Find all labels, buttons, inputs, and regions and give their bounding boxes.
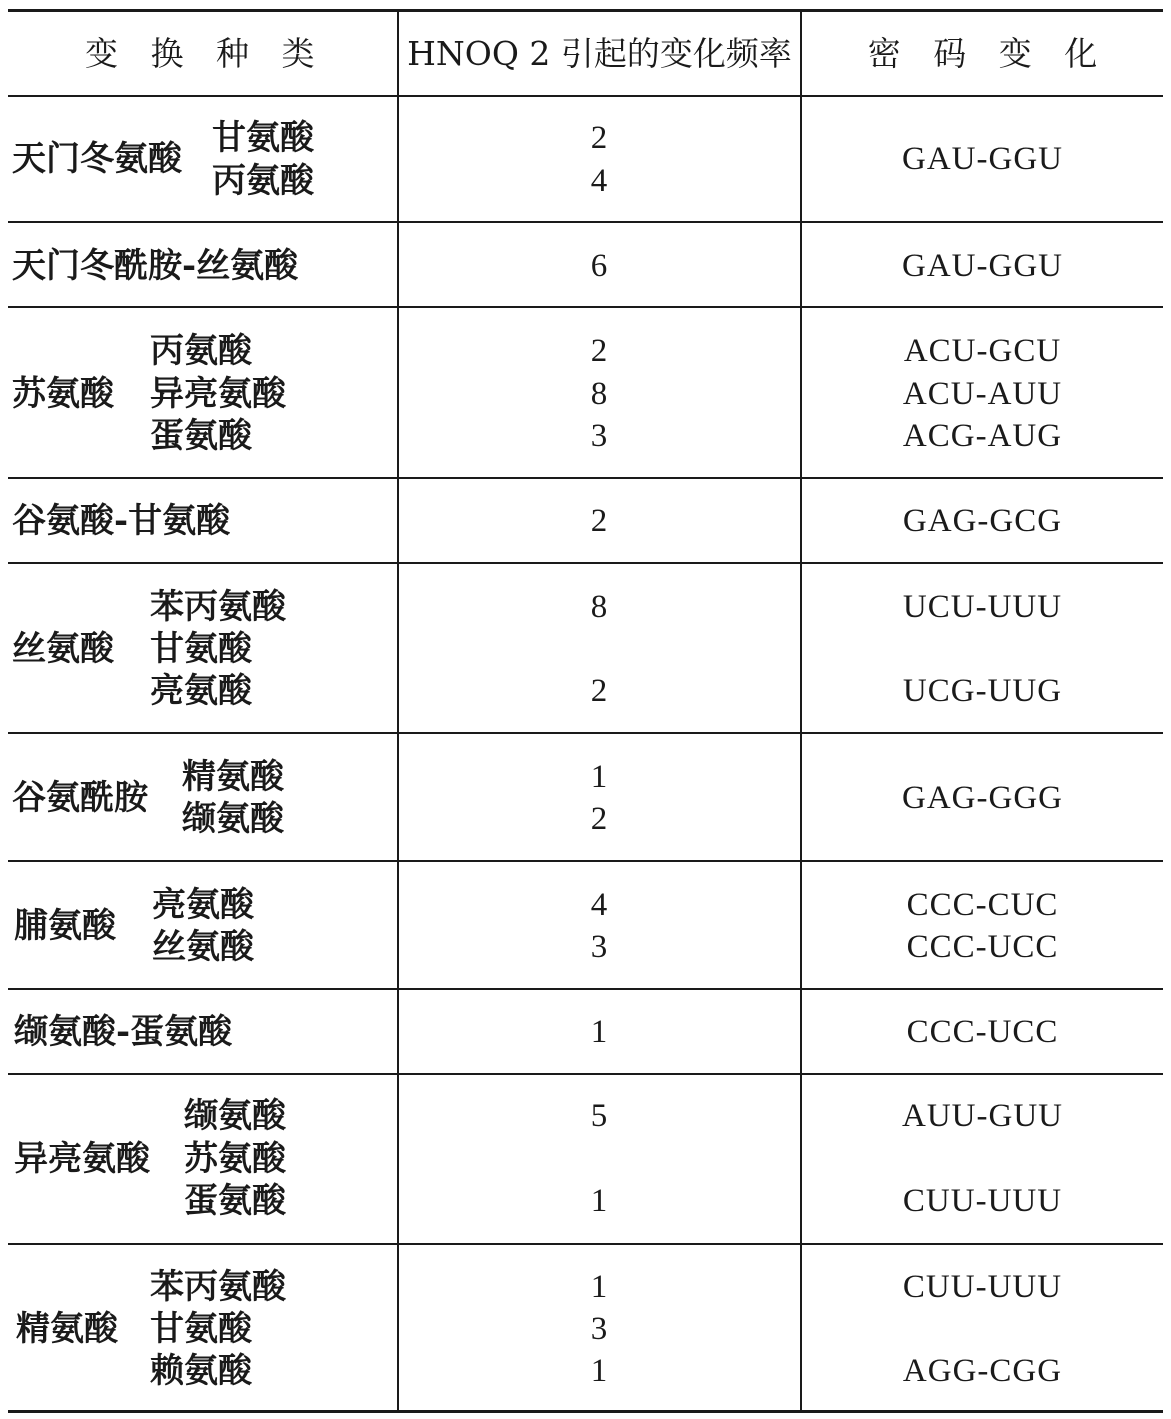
- header-frequency: HNOQ 2 引起的变化频率: [407, 34, 792, 73]
- target-label: 甘氨酸: [150, 1309, 252, 1349]
- codon-change: ACU-AUU: [902, 376, 1063, 412]
- target-label: 甘氨酸: [212, 118, 314, 158]
- frequency-value: 2: [590, 333, 609, 369]
- codon-change: GAG-GCG: [902, 503, 1063, 539]
- frequency-value: 8: [590, 589, 609, 625]
- row-divider: [8, 477, 1163, 479]
- codon-change: GAU-GGU: [902, 248, 1063, 284]
- group-label: 精氨酸: [16, 1309, 118, 1349]
- target-label: 苯丙氨酸: [150, 1267, 286, 1307]
- target-label: 丙氨酸: [150, 331, 252, 371]
- target-label: 赖氨酸: [150, 1351, 252, 1391]
- frequency-value: 4: [590, 887, 609, 923]
- group-label: 苏氨酸: [12, 374, 114, 414]
- frequency-value: 1: [590, 1183, 609, 1219]
- codon-change: CCC-UCC: [906, 1014, 1059, 1050]
- frequency-value: 2: [590, 503, 609, 539]
- header-conversion-type: 变 换 种 类: [85, 34, 315, 73]
- target-label: 缬氨酸: [184, 1096, 286, 1136]
- table-top-rule: [8, 9, 1163, 12]
- row-divider: [8, 221, 1163, 223]
- row-divider: [8, 860, 1163, 862]
- frequency-value: 3: [590, 929, 609, 965]
- row-divider: [8, 1243, 1163, 1245]
- group-label: 谷氨酰胺: [12, 778, 148, 818]
- target-label: 丙氨酸: [212, 161, 314, 201]
- group-label: 缬氨酸-蛋氨酸: [14, 1012, 233, 1052]
- frequency-value: 2: [590, 801, 609, 837]
- codon-change: GAG-GGG: [902, 780, 1063, 816]
- row-divider: [8, 306, 1163, 308]
- codon-change: UCG-UUG: [902, 673, 1063, 709]
- target-label: 异亮氨酸: [150, 374, 286, 414]
- codon-change: AGG-CGG: [902, 1353, 1063, 1389]
- frequency-value: 1: [590, 1353, 609, 1389]
- frequency-value: 8: [590, 376, 609, 412]
- target-label: 甘氨酸: [150, 629, 252, 669]
- codon-change: CUU-UUU: [902, 1183, 1063, 1219]
- target-label: 精氨酸: [182, 757, 284, 797]
- target-label: 丝氨酸: [152, 927, 254, 967]
- target-label: 苯丙氨酸: [150, 587, 286, 627]
- frequency-value: 3: [590, 1311, 609, 1347]
- target-label: 苏氨酸: [184, 1139, 286, 1179]
- codon-change: UCU-UUU: [902, 589, 1063, 625]
- row-divider: [8, 562, 1163, 564]
- header-rule: [8, 95, 1163, 97]
- frequency-value: 3: [590, 418, 609, 454]
- group-label: 谷氨酸-甘氨酸: [12, 501, 231, 541]
- target-label: 缬氨酸: [182, 799, 284, 839]
- group-label: 丝氨酸: [12, 629, 114, 669]
- frequency-value: 1: [590, 759, 609, 795]
- row-divider: [8, 988, 1163, 990]
- frequency-value: 4: [590, 163, 609, 199]
- frequency-value: 1: [590, 1014, 609, 1050]
- group-label: 天门冬氨酸: [12, 139, 182, 179]
- codon-change: AUU-GUU: [902, 1098, 1063, 1134]
- frequency-value: 2: [590, 120, 609, 156]
- codon-change: GAU-GGU: [902, 141, 1063, 177]
- group-label: 天门冬酰胺-丝氨酸: [12, 246, 299, 286]
- codon-change: CUU-UUU: [902, 1269, 1063, 1305]
- table-bottom-rule: [8, 1410, 1163, 1413]
- frequency-value: 2: [590, 673, 609, 709]
- group-label: 异亮氨酸: [14, 1139, 150, 1179]
- target-label: 蛋氨酸: [184, 1181, 286, 1221]
- codon-change: ACU-GCU: [903, 333, 1062, 369]
- target-label: 亮氨酸: [152, 885, 254, 925]
- frequency-value: 1: [590, 1269, 609, 1305]
- frequency-value: 5: [590, 1098, 609, 1134]
- target-label: 蛋氨酸: [150, 416, 252, 456]
- header-codon-change: 密 码 变 化: [867, 34, 1098, 73]
- group-label: 脯氨酸: [14, 906, 116, 946]
- codon-change: CCC-CUC: [906, 887, 1059, 923]
- frequency-value: 6: [590, 248, 609, 284]
- target-label: 亮氨酸: [150, 671, 252, 711]
- codon-change: ACG-AUG: [902, 418, 1063, 454]
- row-divider: [8, 732, 1163, 734]
- codon-change: CCC-UCC: [906, 929, 1059, 965]
- row-divider: [8, 1073, 1163, 1075]
